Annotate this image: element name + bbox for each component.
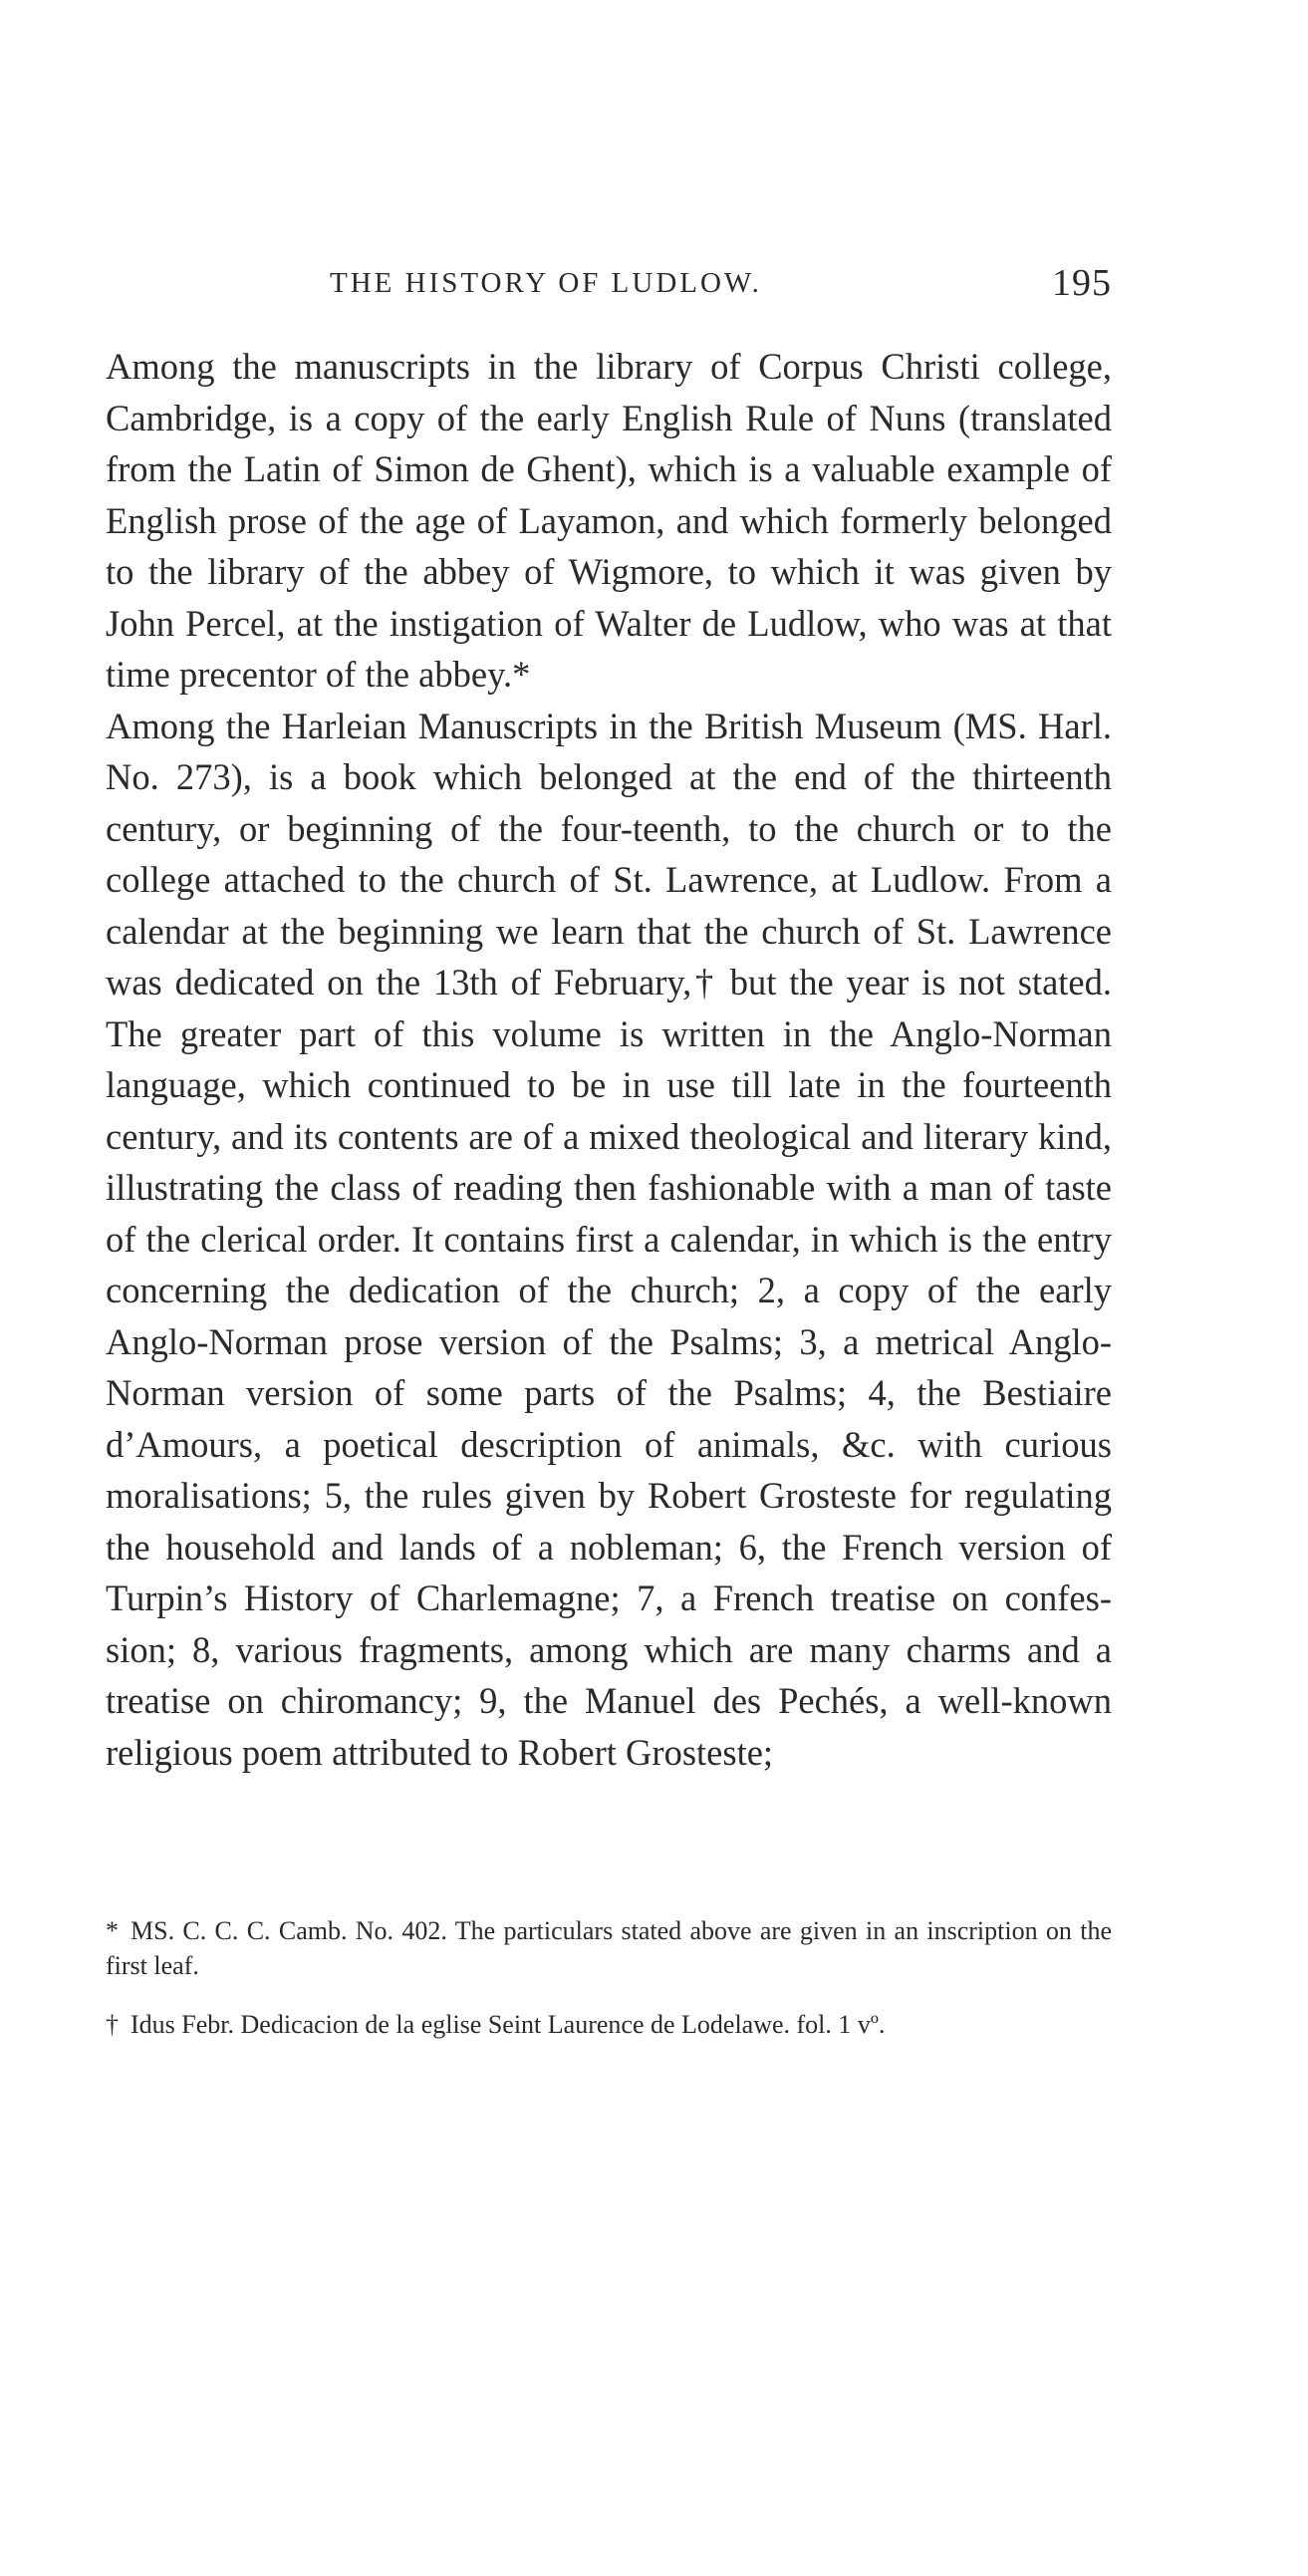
footnote	[106, 2007, 1112, 2042]
running-title: THE HISTORY OF LUDLOW.	[330, 267, 762, 299]
running-head	[106, 261, 1112, 311]
paragraph: Among the Harleian Manuscripts in the British Museum (MS. Harl. No. 273), is a book which belonged at the end of the thirteenth century, or beginning of the four-teenth, to the church or to the college attached to the church of St. Lawrence, at Ludlow. From a calendar at the beginning we learn that the church of St. Lawrence was dedicated on the 13th of February,† but the year is not stated. The greater part of this volume is written in the Anglo-Norman language, which continued to be in use till late in the fourteenth century, and its contents are of a mixed theological and literary kind, illustrating the class of reading then fashionable with a man of taste of the clerical order. It contains first a calendar, in which is the entry concerning the dedication of the church; 2, a copy of the early Anglo-Norman prose version of the Psalms; 3, a metrical Anglo-Norman version of some parts of the Psalms; 4, the Bestiaire d’Amours, a poetical description of animals, &c. with curious moralisations; 5, the rules given by Robert Grosteste for regulating the household and lands of a nobleman; 6, the French version of Turpin’s History of Charlemagne; 7, a French treatise on confes-sion; 8, various fragments, among which are many charms and a treatise on chiromancy; 9, the Manuel des Pechés, a well-known religious poem attributed to Robert Grosteste;	[106, 705, 1112, 1773]
footnote-marker: *	[106, 1916, 119, 1945]
footnote	[106, 1913, 1112, 1983]
page-number: 195	[1052, 262, 1112, 304]
footnote-text: MS. C. C. C. Camb. No. 402. The particulars stated above are given in an inscription on the first leaf.	[106, 1916, 1112, 1980]
footnotes	[106, 1913, 1112, 2042]
paragraph: Among the manuscripts in the library of Corpus Christi college, Cambridge, is a copy of the early English Rule of Nuns (translated from the Latin of Simon de Ghent), which is a valuable example of English prose of the age of Layamon, and which formerly belonged to the library of the abbey of Wigmore, to which it was given by John Percel, at the instigation of Walter de Ludlow, who was at that time precentor of the abbey.*	[106, 346, 1112, 695]
main-text	[106, 341, 1112, 1778]
footnote-text: Idus Febr. Dedicacion de la eglise Seint Laurence de Lodelawe. fol. 1 vº.	[131, 2010, 886, 2039]
footnote-marker: †	[106, 2010, 119, 2039]
